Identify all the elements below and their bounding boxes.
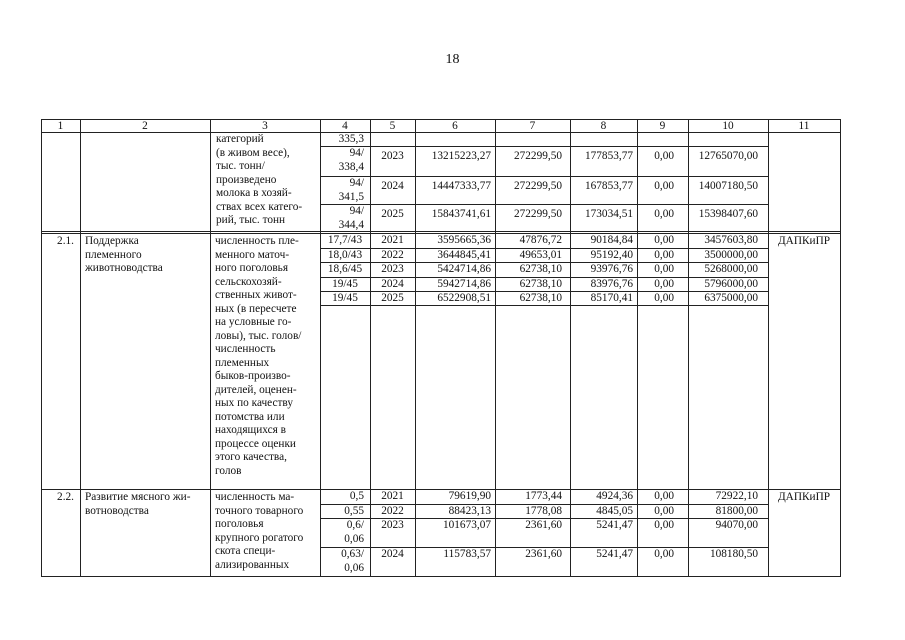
- measure-title: Поддержка племенного животноводства: [85, 235, 163, 274]
- column-rule-12: [840, 119, 841, 577]
- federal-cell: 49653,01: [519, 249, 562, 261]
- column-rule-1: [41, 119, 42, 577]
- target-value: 0,6/ 0,06: [344, 519, 364, 545]
- year-cell: 2024: [381, 278, 404, 290]
- local-cell: 0,00: [654, 505, 674, 517]
- year-cell: 2021: [381, 234, 404, 246]
- target-value: 0,55: [344, 505, 364, 517]
- indicator-text: категорий (в живом весе), тыс. тонн/ произведено молока в хозяй- ствах всех катего- рий, тыс. тонн: [216, 133, 303, 226]
- header-cell-5: 5: [389, 120, 396, 132]
- regional-cell: 4845,05: [596, 505, 633, 517]
- local-cell: 0,00: [654, 490, 674, 502]
- total-cell: 13215223,27: [431, 150, 491, 162]
- year-cell: 2021: [381, 490, 404, 502]
- regional-cell: 5241,47: [596, 519, 633, 531]
- header-cell-8: 8: [600, 120, 607, 132]
- header-cell-1: 1: [57, 120, 64, 132]
- regional-cell: 93976,76: [590, 263, 633, 275]
- target-value: 18,0/43: [327, 249, 363, 261]
- other-cell: 6375000,00: [704, 292, 758, 304]
- local-cell: 0,00: [654, 263, 674, 275]
- subrow-rule: [320, 176, 769, 177]
- target-value: 18,6/45: [327, 263, 363, 275]
- federal-cell: 62738,10: [519, 263, 562, 275]
- regional-cell: 83976,76: [590, 278, 633, 290]
- total-cell: 6522908,51: [437, 292, 491, 304]
- section-divider: [41, 231, 841, 232]
- local-cell: 0,00: [654, 519, 674, 531]
- total-cell: 14447333,77: [431, 180, 491, 192]
- federal-cell: 2361,60: [525, 519, 562, 531]
- total-cell: 115783,57: [443, 548, 491, 560]
- year-cell: 2025: [381, 292, 404, 304]
- other-cell: 15398407,60: [698, 208, 758, 220]
- local-cell: 0,00: [654, 249, 674, 261]
- column-rule-11: [768, 119, 769, 577]
- measure-title: Развитие мясного жи- вотноводства: [85, 491, 191, 517]
- regional-cell: 177853,77: [584, 150, 633, 162]
- local-cell: 0,00: [654, 208, 674, 220]
- subrow-rule: [320, 204, 769, 205]
- federal-cell: 1778,08: [525, 505, 562, 517]
- total-cell: 5942714,86: [437, 278, 491, 290]
- header-cell-10: 10: [722, 120, 734, 132]
- federal-cell: 47876,72: [519, 234, 562, 246]
- local-cell: 0,00: [654, 234, 674, 246]
- target-value: 19/45: [332, 292, 358, 304]
- regional-cell: 85170,41: [590, 292, 633, 304]
- total-cell: 5424714,86: [437, 263, 491, 275]
- target-value: 335,3: [338, 133, 364, 145]
- target-value: 94/ 338,4: [338, 147, 364, 173]
- target-value: 94/ 344,4: [338, 205, 364, 231]
- local-cell: 0,00: [654, 548, 674, 560]
- executor-cell: ДАПКиПР: [777, 491, 831, 503]
- total-cell: 79619,90: [448, 490, 491, 502]
- other-cell: 3457603,80: [704, 234, 758, 246]
- other-cell: 81800,00: [715, 505, 758, 517]
- page-number: 18: [445, 52, 460, 67]
- federal-cell: 2361,60: [525, 548, 562, 560]
- federal-cell: 272299,50: [513, 208, 562, 220]
- regional-cell: 90184,84: [590, 234, 633, 246]
- indicator-text: численность пле- менного маточ- ного поголовья сельскохозяй- ственных живот- ных (в пересчете на условные го- ловы), тыс. голов/ численность племенных быков-произво- дителей, оценен- ных по качеству потомства или находящихся в процессе оценки этого качества, голов: [215, 235, 302, 477]
- target-value: 17,7/43: [327, 234, 363, 246]
- year-cell: 2023: [381, 263, 404, 275]
- regional-cell: 167853,77: [584, 180, 633, 192]
- subrow-rule: [320, 146, 769, 147]
- other-cell: 108180,50: [709, 548, 758, 560]
- regional-cell: 173034,51: [584, 208, 633, 220]
- target-value: 19/45: [332, 278, 358, 290]
- federal-cell: 1773,44: [525, 490, 562, 502]
- regional-cell: 4924,36: [596, 490, 633, 502]
- other-cell: 14007180,50: [698, 180, 758, 192]
- target-value: 94/ 341,5: [338, 177, 364, 203]
- total-cell: 15843741,61: [431, 208, 491, 220]
- total-cell: 3644845,41: [437, 249, 491, 261]
- federal-cell: 272299,50: [513, 180, 562, 192]
- regional-cell: 5241,47: [596, 548, 633, 560]
- total-cell: 88423,13: [448, 505, 491, 517]
- federal-cell: 272299,50: [513, 150, 562, 162]
- other-cell: 5796000,00: [704, 278, 758, 290]
- year-cell: 2022: [381, 505, 404, 517]
- other-cell: 72922,10: [715, 490, 758, 502]
- target-value: 0,63/ 0,06: [341, 548, 364, 574]
- year-cell: 2024: [381, 548, 404, 560]
- year-cell: 2024: [381, 180, 404, 192]
- year-cell: 2023: [381, 150, 404, 162]
- header-cell-3: 3: [262, 120, 268, 132]
- indicator-text: численность ма- точного товарного поголовья крупного рогатого скота специ- ализированных: [215, 491, 304, 571]
- other-cell: 94070,00: [715, 519, 758, 531]
- other-cell: 5268000,00: [704, 263, 758, 275]
- year-cell: 2025: [381, 208, 404, 220]
- total-cell: 3595665,36: [437, 234, 491, 246]
- executor-cell: ДАПКиПР: [777, 235, 831, 247]
- federal-cell: 62738,10: [519, 292, 562, 304]
- column-rule-2: [80, 119, 81, 577]
- header-cell-2: 2: [142, 120, 148, 132]
- local-cell: 0,00: [654, 278, 674, 290]
- header-cell-7: 7: [529, 120, 536, 132]
- other-cell: 12765070,00: [698, 150, 758, 162]
- federal-cell: 62738,10: [519, 278, 562, 290]
- header-cell-6: 6: [452, 120, 458, 132]
- year-cell: 2023: [381, 519, 404, 531]
- total-cell: 101673,07: [442, 519, 491, 531]
- row-number: 2.1.: [57, 235, 74, 247]
- target-value: 0,5: [349, 490, 364, 502]
- column-rule-3: [210, 119, 211, 577]
- table-bottom-border: [41, 576, 841, 577]
- other-cell: 3500000,00: [704, 249, 758, 261]
- regional-cell: 95192,40: [590, 249, 633, 261]
- header-cell-11: 11: [798, 120, 810, 132]
- year-cell: 2022: [381, 249, 404, 261]
- header-cell-4: 4: [342, 120, 348, 132]
- local-cell: 0,00: [654, 180, 674, 192]
- row-number: 2.2.: [57, 491, 74, 503]
- header-cell-9: 9: [659, 120, 666, 132]
- local-cell: 0,00: [654, 150, 674, 162]
- local-cell: 0,00: [654, 292, 674, 304]
